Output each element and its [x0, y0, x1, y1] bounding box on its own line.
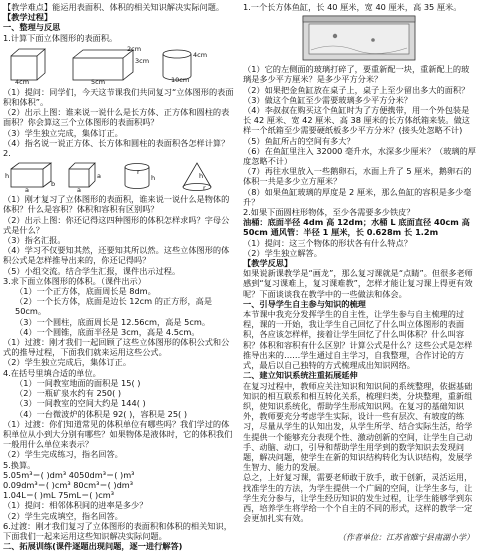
- reflection-heading: 【教学反思】: [243, 258, 293, 269]
- cuboid-width-label: 2cm: [127, 44, 142, 53]
- volume-figures: [3, 159, 235, 193]
- volume-step-1: （1）刚才复习了立体图形的表面积，谁来说一说什么是物体的体积？什么是容积？体积和容积有区别吗？: [3, 194, 230, 215]
- tank-q2: （2）如果把金鱼缸放在桌子上，桌子上至少留出多大的面积？: [243, 84, 470, 95]
- task-3-item-4: （4）一个圆锥，底面半径是 3cm，高是 4.5cm。: [15, 326, 200, 337]
- cylinder-q1: （1）提问：这三个物体的形状各有什么特点？: [243, 237, 412, 248]
- task-4-item-1: （1）一间教室地面的面积是 15( ): [15, 377, 141, 388]
- task-4-item-3: （3）一间教室的空间大约是 144( ): [15, 398, 146, 409]
- cylinder-height-label: 10cm: [171, 75, 190, 84]
- conversion-row-2: 0.09dm³＝( )cm³ 80cm³＝( )dm³: [3, 479, 134, 490]
- left-column: [3, 2, 235, 551]
- tank-q7: （7）再往水里放入一些鹅卵石，水面上升了 5 厘米，鹅卵石的体积一共是多少立方厘米？: [243, 166, 472, 187]
- fish-tank-problem: 1.一个长方体鱼缸，长 40 厘米，宽 40 厘米，高 35 厘米。: [243, 2, 462, 12]
- cylinder-h-label: h: [151, 174, 156, 183]
- fish-tank-photo: [243, 14, 477, 62]
- cube-edge-label: 4cm: [15, 77, 30, 86]
- cone-h-label: h: [199, 172, 204, 181]
- reflection-point-2-title: 二、建立知识系统注重拓展延伸: [243, 370, 358, 381]
- step-4-prompt: （4）指名说一说正方体、长方体和圆柱的表面积各怎样计算？: [3, 137, 230, 148]
- cuboid-b-label: b: [51, 180, 56, 189]
- volume-step-5: （5）小组交流。结合学生汇报，课件出示过程。: [3, 265, 181, 276]
- cylinder-problem: 2.如果下面圆柱形物体，至少各需要多少铁皮？: [243, 207, 415, 218]
- section-heading-review: 一、整理与反思: [3, 22, 61, 33]
- step-1-prompt: （1）提问：同学们，今天这节课我们共同复习“立体图形的表面积和体积”。: [3, 86, 234, 108]
- task-6-transition: 6.过渡：刚才我们复习了立体图形的表面积和体积的相关知识，下面我们一起来运用这些知识解决实际问题。: [3, 520, 232, 541]
- reflection-summary: 总之，上好复习课，需要老师敢于放手，敢于创新，灵活运用，找准学生的方法，为学生提供一个广阔的空间，让学生多与，让学生充分参与，让学生经历知识的发生过程，让学生能够学到东西，培养学生将学给一个个自主的不同的形式，这样的教学一定会更加扎实有效。: [243, 472, 473, 524]
- task-1: 1.计算下面立体图形的表面积。: [3, 32, 118, 43]
- cube-front: [11, 56, 37, 80]
- tank-q3: （3）做这个鱼缸至少需要玻璃多少平方分米？: [243, 94, 412, 105]
- task-4-item-4: （4）一台微波炉的体积是 92( )，容积是 25( ): [15, 408, 188, 419]
- task-5-check: （2）学生完成填空，指名回答。: [3, 510, 123, 521]
- section-heading-extension: 二、拓展训练(课件逐题出现问题，逐一进行解答): [3, 541, 183, 551]
- cone-r-label: r: [203, 184, 206, 193]
- cuboid-front: [73, 58, 123, 80]
- cuboid-top-side: [73, 50, 133, 80]
- reflection-point-1-title: 一、引导学生自主参与知识的梳理: [243, 298, 366, 309]
- teaching-difficulty: 【教学难点】能运用表面积、体积的相关知识解决实际问题。: [3, 2, 225, 12]
- step-2-prompt: （2）出示上图：谁来说一说什么是长方体、正方体和圆柱的表面积？你会算这三个立体图形的表面积吗？: [3, 107, 230, 128]
- cylinder-top: [163, 50, 191, 58]
- task-3-item-1: （1）一个正方体，底面周长是 8dm。: [15, 286, 156, 297]
- cylinder-q2: （2）学生独立解答。: [243, 247, 322, 258]
- cube-a-label: a: [77, 186, 81, 195]
- task-4-transition: （1）过渡：你们知道常见的体积单位有哪些吗？我们学过的体积单位从小到大分别有哪些？如果物体是液体时，它的体积我们一般用什么单位来表示？: [3, 418, 233, 450]
- cube-a2-label: a: [97, 172, 101, 181]
- cylinder-r-label: r: [137, 168, 140, 177]
- tank-q8: （8）如果鱼缸玻璃的厚度是 2 厘米，那么鱼缸的容积是多少毫升？: [243, 186, 472, 207]
- reflection-intro: 如果说新课教学是“画龙”，那么复习课就是“点睛”。但很多老师感到“复习课难上，复习课难教”，怎样才能让复习课上得更有效呢？下面谈谈我在教学中的一些做法和体会。: [243, 268, 473, 299]
- task-3-transition: （1）过渡：刚才我们一起回顾了这些立体图形的体积公式和公式的推导过程，下面我们就来运用这些公式。: [3, 337, 230, 358]
- task-3-item-2: （2）一个长方体，底面是边长 12cm 的正方形，高是 50cm。: [15, 296, 213, 317]
- reflection-point-1-body: 本节课中我充分发挥学生的自主性，让学生参与自主梳理的过程，课的一开始，我让学生自己回忆了什么叫立体图形的表面积，各应该怎样样，接着让学生回忆了什么叫体积？什么叫容积？体积和容积有什么区别？计算公式是什么？这些公式是怎样推导出来的……学生通过自主学习，自我整理，合作讨论的方式，最后以自己独特的方式梳理成出知识网络。: [243, 309, 473, 371]
- task-3-item-3: （3）一个圆柱，底面周长是 12.56cm，高是 5cm。: [15, 316, 211, 327]
- cuboid-height-label: 3cm: [135, 56, 150, 65]
- cuboid-length-label: 5cm: [91, 77, 106, 86]
- cylinder-diameter-label: 4cm: [193, 50, 208, 59]
- author-affiliation: （作者单位：江苏省睢宁县南湖小学）: [338, 533, 474, 542]
- task-5: 5.换算。: [3, 459, 36, 470]
- surface-area-figures: [3, 44, 235, 86]
- tank-q1: （1）它的左侧面的玻璃打碎了，要重新配一块，重新配上的玻璃是多少平方厘米？是多少平方分米？: [243, 64, 470, 85]
- step-3-prompt: （3）学生独立完成，集体订正。: [3, 127, 123, 138]
- task-4-check: （2）学生完成练习，指名回答。: [3, 449, 123, 460]
- conversion-row-3: 1.04L＝( )mL 75mL＝( )cm³: [3, 490, 115, 501]
- tank-q4: （4）李叔叔在购买这个鱼缸时为了方便携带，用一个外包装是长 42 厘米、宽 42 厘米、高 38 厘米的长方体纸箱来装。做这样一个纸箱至少需要硬纸板多少平方分米？(接头处忽略不计): [243, 105, 470, 136]
- fish-tank-image: [243, 14, 477, 62]
- task-3: 3.求下面立体图形的体积。（课件出示）: [3, 275, 146, 286]
- cube-top-side: [11, 49, 45, 80]
- volume-step-2: （2）出示上图：你还记得这四种图形的体积怎样求吗？字母公式是什么？: [3, 214, 230, 235]
- task-5-question: （1）提问：相邻体积间的进率是多少？: [3, 500, 148, 511]
- right-column: [243, 2, 477, 523]
- task-4: 4.在括号里填合适的单位。: [3, 367, 101, 378]
- volume-step-4: （4）学习不仅要知其然，还要知其所以然。这些立体图形的体积公式是怎样推导出来的，你还记得吗？: [3, 245, 230, 266]
- cylinder-objects: 油桶：底面半径 4dm 高 12dm；水桶 L 底面直径 40cm 高 50cm 通风管：半径 1 厘米，长 0.628m 长 1.2m: [243, 217, 470, 238]
- tank-q6: （6）在鱼缸里注入 32000 毫升水，水深多少厘米？（玻璃的厚度忽略不计）: [243, 145, 476, 167]
- process-heading: 【教学过程】: [3, 12, 53, 23]
- cuboid-h-label: h: [5, 172, 10, 181]
- cuboid-a-label: a: [25, 186, 29, 195]
- task-2: 2.: [3, 148, 11, 159]
- reflection-point-2-body: 在复习过程中，教师应关注知识和知识间的系统整理，依据基础知识的相互联系和相互转化关系，梳理归类，分块整理，重新组织，使知识系统化，帮助学生形成知识网。在复习的基础知识外，教师要充分考虑学生实际，设计一些有层次、有坡度的练习，尽量从学生的认知出发，从学生所学、结合实际生活，给学生提供一个能够充分表现个性、激动创新的空间，让学生自己动手、动脑、动口，引导和帮助学生用学到的数学知识去发现问题，解决问题，使学生在新的知识结构转化为认识结构，发展学生智力、能力的发展。: [243, 380, 473, 473]
- task-3-check: （2）学生独立完成后，集体订正。: [3, 357, 132, 368]
- volume-step-3: （3）指名汇报。: [3, 235, 66, 246]
- conversion-row-1: 5.05m³＝( )dm³ 4050dm³＝( )m³: [3, 469, 135, 480]
- task-4-item-2: （2）一瓶矿泉水约有 250( ): [15, 388, 122, 399]
- tank-q5: （5）鱼缸所占的空间有多大？: [243, 135, 355, 146]
